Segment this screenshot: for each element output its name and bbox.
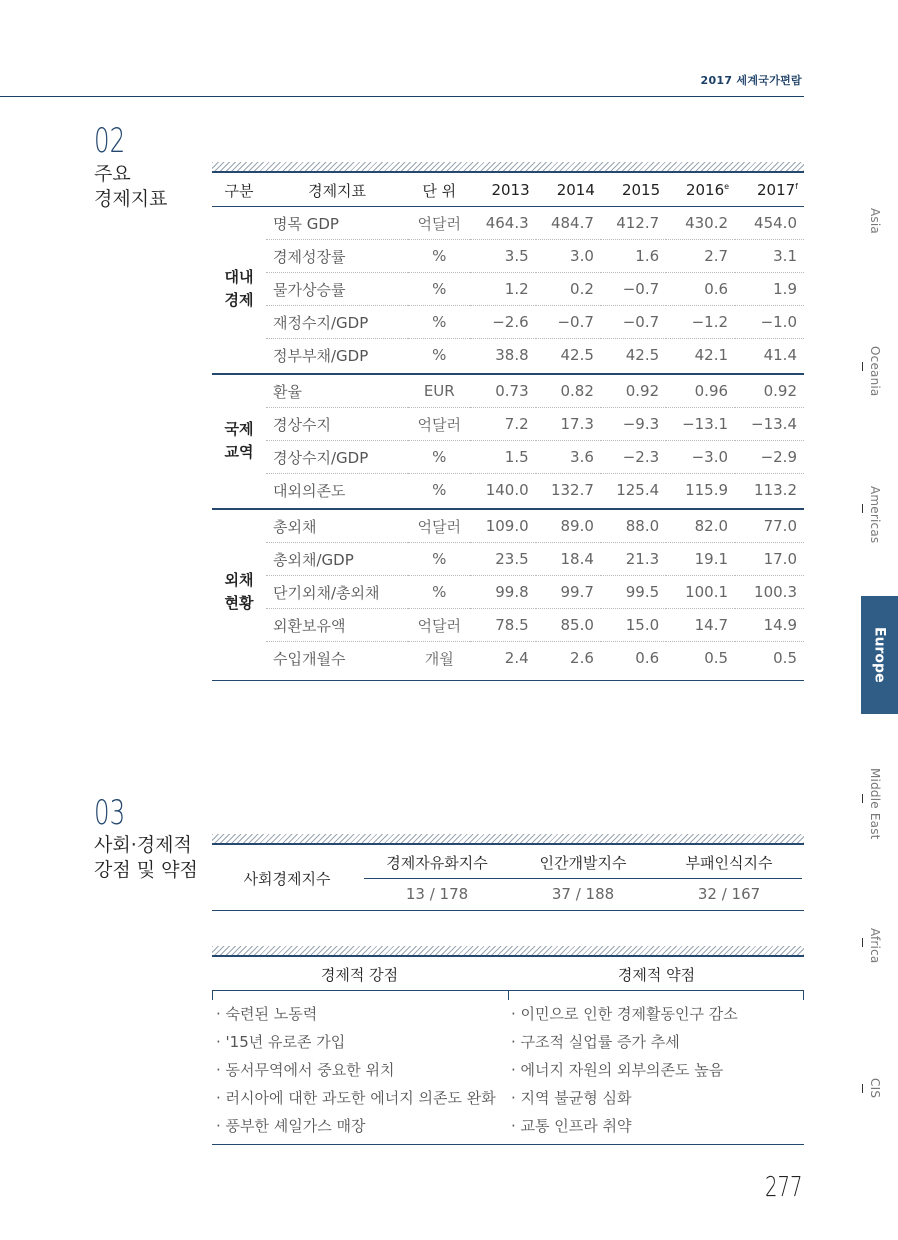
indicator-value: 17.0 — [735, 543, 804, 576]
indicator-name: 명목 GDP — [266, 207, 408, 240]
weakness-item: · 지역 불균형 심화 — [511, 1089, 632, 1107]
indicator-value: 89.0 — [536, 510, 601, 543]
indicator-value: 99.8 — [470, 576, 535, 609]
group-label-line2: 경제 — [224, 291, 254, 309]
col-header-unit: 단 위 — [408, 174, 470, 207]
indicator-unit: % — [432, 346, 447, 364]
indicator-unit: 억달러 — [408, 609, 470, 642]
indicator-value: 14.7 — [666, 609, 735, 642]
table-row — [212, 441, 804, 474]
indicator-value: 7.2 — [470, 408, 535, 441]
indicator-value: −0.7 — [601, 273, 666, 306]
index-value-cpi: 32 / 167 — [697, 885, 761, 903]
indicator-value: 1.6 — [601, 240, 666, 273]
indicator-name: 재정수지/GDP — [266, 306, 408, 339]
group-label — [212, 207, 266, 372]
indicator-value: −2.9 — [735, 441, 804, 474]
index-header-hdi: 인간개발지수 — [539, 853, 627, 872]
indicator-value: 100.1 — [666, 576, 735, 609]
weakness-item: · 이민으로 인한 경제활동인구 감소 — [511, 1005, 738, 1023]
indicator-value: 0.73 — [470, 375, 535, 408]
side-tick — [862, 794, 863, 803]
indicator-value: 15.0 — [601, 609, 666, 642]
header-rule — [0, 96, 804, 97]
indicator-unit: % — [408, 306, 470, 339]
indicator-value: 88.0 — [601, 510, 666, 543]
indicator-value: 78.5 — [470, 609, 535, 642]
indicator-value: −1.2 — [666, 306, 735, 339]
indicator-value: 1.9 — [735, 273, 804, 306]
strength-item: · 풍부한 셰일가스 매장 — [216, 1117, 366, 1135]
page-number: 277 — [764, 1170, 802, 1203]
indicator-value: 0.5 — [773, 649, 797, 667]
table-row — [212, 306, 804, 339]
economic-indicators-table — [212, 174, 804, 674]
table-row — [212, 240, 804, 273]
weakness-item: · 교통 인프라 취약 — [511, 1117, 632, 1135]
indicator-value: 132.7 — [550, 481, 594, 499]
indicator-value: 42.5 — [560, 346, 594, 364]
group-label-line1: 외채 — [224, 571, 254, 589]
group-label — [212, 375, 266, 506]
indicator-name: 경상수지/GDP — [266, 441, 408, 474]
indicator-value: 1.5 — [470, 441, 535, 474]
sw-table-bottom-rule — [212, 1144, 804, 1145]
indicator-unit: % — [408, 543, 470, 576]
book-title: 2017 세계국가편람 — [700, 74, 802, 87]
sw-tick-left — [212, 990, 213, 1000]
estimate-note: e — [724, 182, 730, 191]
table-row — [212, 642, 804, 675]
indicator-value: 484.7 — [536, 207, 601, 240]
table-header-row — [212, 174, 804, 207]
table-body — [212, 207, 804, 675]
table-row — [212, 576, 804, 609]
indicator-value: −0.7 — [601, 306, 666, 339]
col-header-2014: 2014 — [536, 174, 601, 207]
indicator-value: 85.0 — [536, 609, 601, 642]
indicator-value: 38.8 — [495, 346, 529, 364]
index-table-top-rule — [212, 843, 804, 845]
group-label-line1: 대내 — [224, 268, 254, 286]
hatch-bar — [212, 162, 804, 171]
indicator-value: 14.9 — [735, 609, 804, 642]
side-tab-middle-east[interactable]: Middle East — [868, 768, 882, 840]
indicator-unit: 억달러 — [408, 207, 470, 240]
indicator-value: 125.4 — [616, 481, 660, 499]
sw-tick-mid — [508, 990, 509, 1000]
side-tab-asia[interactable]: Asia — [868, 208, 882, 234]
weakness-item: · 구조적 실업률 증가 추세 — [511, 1033, 680, 1051]
sw-table-top-rule — [212, 955, 804, 957]
side-tab-oceania[interactable]: Oceania — [868, 346, 882, 397]
section-number-social: 03 — [94, 793, 126, 833]
strengths-list — [216, 1000, 496, 1140]
hatch-bar — [212, 834, 804, 843]
indicator-name: 단기외채/총외채 — [266, 576, 408, 609]
indicator-value: 3.1 — [735, 240, 804, 273]
indicator-value: 1.2 — [470, 273, 535, 306]
indicator-unit: 개월 — [424, 649, 454, 668]
indicator-value: 115.9 — [685, 481, 729, 499]
group-label-line1: 국제 — [224, 419, 254, 438]
strength-item: · '15년 유로존 가입 — [216, 1033, 346, 1051]
table-row — [212, 543, 804, 576]
indicator-value: −13.1 — [666, 408, 735, 441]
indicator-value: 17.3 — [536, 408, 601, 441]
indicator-value: 0.5 — [704, 649, 729, 667]
section-title-econ-line1: 주요 — [94, 163, 131, 185]
section-title-social-line2: 강점 및 약점 — [94, 859, 198, 881]
indicator-value: 3.5 — [470, 240, 535, 273]
indicator-value: 3.6 — [536, 441, 601, 474]
indicator-value: −13.4 — [735, 408, 804, 441]
indicator-value: −1.0 — [735, 306, 804, 339]
side-tick — [862, 362, 863, 371]
col-header-indicator: 경제지표 — [266, 174, 408, 207]
sw-tick-right — [803, 990, 804, 1000]
indicator-value: 21.3 — [601, 543, 666, 576]
indicator-value: 2.6 — [570, 649, 594, 667]
indicator-name: 경제성장률 — [266, 240, 408, 273]
table-row — [212, 207, 804, 240]
table-row — [212, 375, 804, 408]
group-label-line2: 교역 — [224, 442, 254, 461]
indicator-value: 464.3 — [470, 207, 535, 240]
table-top-rule — [212, 171, 804, 173]
indicator-value: −9.3 — [601, 408, 666, 441]
indicator-value: 19.1 — [666, 543, 735, 576]
index-header-econ-freedom: 경제자유화지수 — [386, 853, 488, 872]
strength-item: · 숙련된 노동력 — [216, 1005, 318, 1023]
table-row — [212, 510, 804, 543]
indicator-value: 2.4 — [504, 649, 529, 667]
indicator-value: −2.6 — [470, 306, 535, 339]
index-value-hdi: 37 / 188 — [551, 885, 615, 903]
col-header-2013: 2013 — [470, 174, 535, 207]
table-bottom-rule — [212, 680, 804, 681]
index-label: 사회경제지수 — [243, 869, 331, 888]
indicator-value: −3.0 — [666, 441, 735, 474]
group-label — [212, 510, 266, 674]
side-tab-europe-active[interactable]: Europe — [861, 596, 898, 714]
side-tab-americas[interactable]: Americas — [868, 486, 882, 544]
table-row — [212, 474, 804, 507]
section-title-econ-line2: 경제지표 — [94, 188, 168, 210]
indicator-unit: % — [408, 273, 470, 306]
weakness-item: · 에너지 자원의 외부의존도 높음 — [511, 1061, 724, 1079]
indicator-value: 0.6 — [666, 273, 735, 306]
side-tick — [862, 504, 863, 513]
table-row — [212, 273, 804, 306]
table-row — [212, 408, 804, 441]
indicator-value: 430.2 — [666, 207, 735, 240]
indicator-unit: EUR — [408, 375, 470, 408]
indicator-value: 0.96 — [666, 375, 735, 408]
indicator-name: 외환보유액 — [266, 609, 408, 642]
indicator-value: 113.2 — [754, 481, 797, 499]
indicator-name: 수입개월수 — [273, 649, 346, 668]
side-tab-africa[interactable]: Africa — [868, 928, 882, 964]
hatch-bar — [212, 946, 804, 955]
indicator-value: 99.7 — [536, 576, 601, 609]
indicator-unit: % — [432, 481, 447, 499]
indicator-value: 0.92 — [735, 375, 804, 408]
indicator-value: 0.92 — [601, 375, 666, 408]
indicator-value: 41.4 — [763, 346, 797, 364]
indicator-name: 총외채 — [266, 510, 408, 543]
index-value-econ-freedom: 13 / 178 — [405, 885, 469, 903]
weaknesses-list — [511, 1000, 738, 1140]
strength-item: · 동서무역에서 중요한 위치 — [216, 1061, 395, 1079]
indicator-name: 총외채/GDP — [266, 543, 408, 576]
indicator-value: 2.7 — [666, 240, 735, 273]
indicator-value: 454.0 — [735, 207, 804, 240]
section-title-social-line1: 사회·경제적 — [94, 834, 192, 856]
indicator-value: 140.0 — [485, 481, 529, 499]
table-row — [212, 339, 804, 372]
indicator-value: 18.4 — [536, 543, 601, 576]
indicator-value: −2.3 — [601, 441, 666, 474]
indicator-unit: % — [408, 576, 470, 609]
col-header-2017: 2017$^f$ — [735, 174, 804, 207]
indicator-value: −0.7 — [536, 306, 601, 339]
indicator-value: 77.0 — [735, 510, 804, 543]
indicator-unit: 억달러 — [408, 510, 470, 543]
indicator-value: 42.5 — [625, 346, 660, 364]
col-header-2015: 2015 — [601, 174, 666, 207]
section-number-econ: 02 — [94, 121, 126, 161]
side-tick — [862, 1084, 863, 1093]
indicator-value: 42.1 — [694, 346, 729, 364]
strength-item: · 러시아에 대한 과도한 에너지 의존도 완화 — [216, 1089, 496, 1107]
forecast-note: f — [795, 182, 798, 191]
group-label-line2: 현황 — [224, 594, 254, 612]
side-tab-cis[interactable]: CIS — [868, 1078, 882, 1099]
indicator-value: 109.0 — [470, 510, 535, 543]
indicator-unit: 억달러 — [408, 408, 470, 441]
indicator-value: 3.0 — [536, 240, 601, 273]
index-header-cpi: 부패인식지수 — [685, 853, 773, 872]
indicator-name: 경상수지 — [266, 408, 408, 441]
indicator-value: 23.5 — [470, 543, 535, 576]
indicator-value: 100.3 — [735, 576, 804, 609]
indicator-value: 99.5 — [601, 576, 666, 609]
weaknesses-header: 경제적 약점 — [617, 965, 696, 984]
col-header-group: 구분 — [212, 174, 266, 207]
indicator-value: 0.2 — [536, 273, 601, 306]
indicator-name: 물가상승률 — [266, 273, 408, 306]
strengths-header: 경제적 강점 — [320, 965, 399, 984]
indicator-unit: % — [408, 240, 470, 273]
indicator-value: 412.7 — [601, 207, 666, 240]
indicator-value: 82.0 — [666, 510, 735, 543]
indicator-name: 대외의존도 — [273, 481, 346, 500]
indicator-name: 정부부채/GDP — [273, 346, 369, 365]
indicator-value: 0.6 — [635, 649, 660, 667]
table-row — [212, 609, 804, 642]
side-tick — [862, 938, 863, 947]
index-table-bottom-rule — [212, 910, 804, 911]
indicator-unit: % — [408, 441, 470, 474]
indicator-value: 0.82 — [536, 375, 601, 408]
col-header-2016: 2016e — [666, 174, 735, 207]
indicator-name: 환율 — [266, 375, 408, 408]
